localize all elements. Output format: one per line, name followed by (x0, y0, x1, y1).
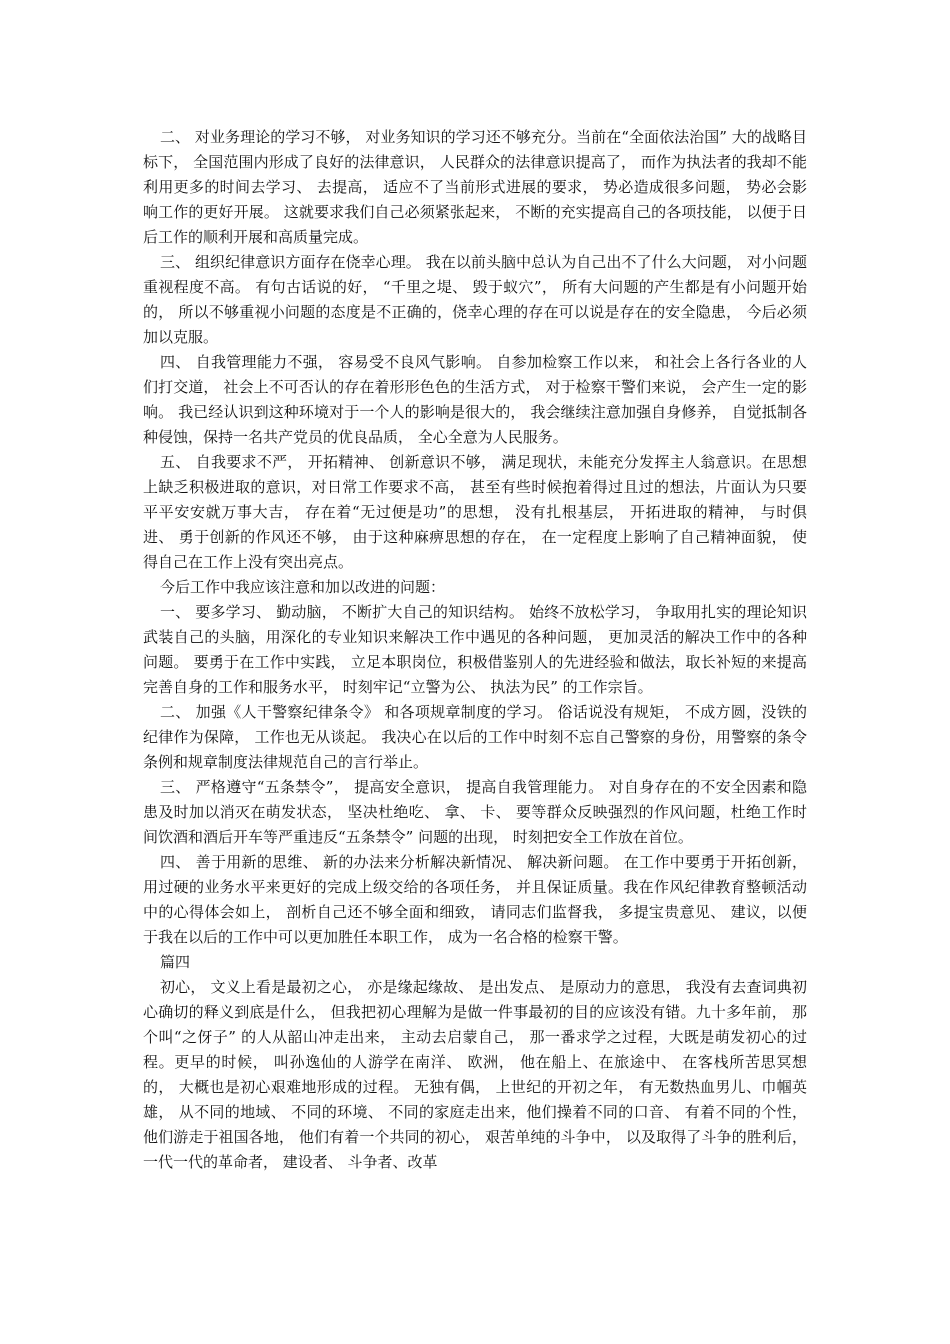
paragraph: 四、 自我管理能力不强， 容易受不良风气影响。 自参加检察工作以来， 和社会上各行各业的人们打交道， 社会上不可否认的存在着形形色色的生活方式， 对于检察干警们来说， 会产生一定的影响。 我已经认识到这种环境对于一个人的影响是很大的， 我会继续注意加强自身修养， 自觉抵制各种侵蚀，保持一名共产党员的优良品质， 全心全意为人民服务。 (143, 353, 807, 446)
paragraph: 二、 对业务理论的学习不够， 对业务知识的学习还不够充分。当前在“全面依法治国” 大的战略目标下， 全国范围内形成了良好的法律意识， 人民群众的法律意识提高了， 而作为执法者的我却不能利用更多的时间去学习、 去提高， 适应不了当前形式进展的要求， 势必造成很多问题， 势必会影响工作的更好开展。 这就要求我们自己必须紧张起来， 不断的充实提高自己的各项技能， 以便于日后工作的顺利开展和高质量完成。 (143, 128, 807, 246)
document-body (143, 125, 807, 1175)
paragraph: 一、 要多学习、 勤动脑， 不断扩大自己的知识结构。 始终不放松学习， 争取用扎实的理论知识武装自己的头脑，用深化的专业知识来解决工作中遇见的各种问题， 更加灵活的解决工作中的各种问题。 要勇于在工作中实践， 立足本职岗位，积极借鉴别人的先进经验和做法，取长补短的来提高完善自身的工作和服务水平， 时刻牢记“立警为公、 执法为民” 的工作宗旨。 (143, 603, 807, 696)
paragraph: 二、 加强《人干警察纪律条令》 和各项规章制度的学习。 俗话说没有规矩， 不成方圆，没铁的纪律作为保障， 工作也无从谈起。 我决心在以后的工作中时刻不忘自己警察的身份，用警察的条令条例和规章制度法律规范自己的言行举止。 (143, 703, 807, 771)
paragraph: 今后工作中我应该注意和加以改进的问题： (160, 578, 446, 596)
paragraph: 初心， 文义上看是最初之心， 亦是缘起缘故、 是出发点、 是原动力的意思， 我没有去查词典初心确切的释义到底是什么， 但我把初心理解为是做一件事最初的目的应该没有错。九十多年前， 那个叫“之伢子” 的人从韶山冲走出来， 主动去启蒙自己， 那一番求学之过程，大既是萌发初心的过程。更早的时候， 叫孙逸仙的人游学在南洋、 欧洲， 他在船上、在旅途中、 在客栈所苦思冥想的， 大概也是初心艰难地形成的过程。 无独有偶， 上世纪的开初之年， 有无数热血男儿、巾帼英雄， 从不同的地域、 不同的环境、 不同的家庭走出来，他们操着不同的口音、 有着不同的个性， 他们游走于祖国各地， 他们有着一个共同的初心， 艰苦单纯的斗争中， 以及取得了斗争的胜利后， 一代一代的革命者， 建设者、 斗争者、改革 (143, 978, 807, 1171)
paragraph: 三、 严格遵守“五条禁令”， 提高安全意识， 提高自我管理能力。 对自身存在的不安全因素和隐患及时加以消灭在萌发状态， 坚决杜绝吃、 拿、 卡、 要等群众反映强烈的作风问题，杜绝工作时间饮酒和酒后开车等严重违反“五条禁令” 问题的出现， 时刻把安全工作放在首位。 (143, 778, 807, 846)
paragraph: 三、 组织纪律意识方面存在侥幸心理。 我在以前头脑中总认为自己出不了什么大问题， 对小问题重视程度不高。 有句古话说的好， “千里之堤、 毁于蚁穴”， 所有大问题的产生都是有小问题开始的， 所以不够重视小问题的态度是不正确的，侥幸心理的存在可以说是存在的安全隐患， 今后必须加以克服。 (143, 253, 807, 346)
section-heading: 篇四 (160, 953, 191, 971)
paragraph: 五、 自我要求不严， 开拓精神、 创新意识不够， 满足现状，未能充分发挥主人翁意识。在思想上缺乏积极进取的意识，对日常工作要求不高， 甚至有些时候抱着得过且过的想法，片面认为只要平平安安就万事大吉， 存在着“无过便是功”的思想， 没有扎根基层， 开拓进取的精神， 与时俱进、 勇于创新的作风还不够， 由于这种麻痹思想的存在， 在一定程度上影响了自己精神面貌， 使得自己在工作上没有突出亮点。 (143, 453, 807, 571)
paragraph: 四、 善于用新的思维、 新的办法来分析解决新情况、 解决新问题。 在工作中要勇于开拓创新， 用过硬的业务水平来更好的完成上级交给的各项任务， 并且保证质量。我在作风纪律教育整顿活动中的心得体会如上， 剖析自己还不够全面和细致， 请同志们监督我， 多提宝贵意见、 建议，以便于我在以后的工作中可以更加胜任本职工作， 成为一名合格的检察干警。 (143, 853, 807, 946)
